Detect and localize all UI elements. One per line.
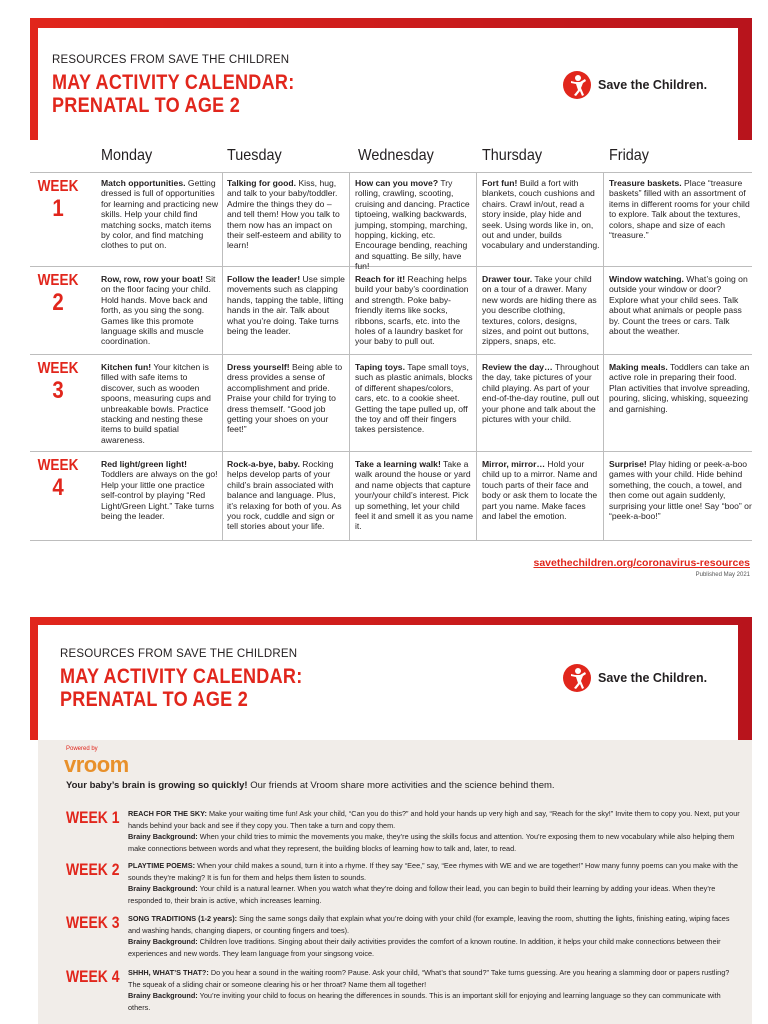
day-tuesday: Tuesday bbox=[227, 147, 282, 164]
vroom-week-1-text: REACH FOR THE SKY: Make your waiting time fun! Ask your child, “Can you do this?” and hold your hands up very high and say, “Reach for the sky!” Invite them to copy you. Next, put your hands behind your back and see if they copy you. Then take a turn and copy them. Brainy Background: When your child tries to mimic the movements you make, they’re using the skills focus and attention. You’re exposing them to new vocabulary while also helping them make connections between words and what they represent, the building blocks of learning how to talk and, later, to read. bbox=[128, 809, 740, 853]
activity-cell: Mirror, mirror… Hold your child up to a mirror. Name and touch parts of their face and body or ask them to locate the part you name. Make faces and label the emotion. bbox=[482, 459, 598, 522]
activity-cell: Kitchen fun! Your kitchen is filled with safe items to discover, such as wooden spoons, measuring cups and unbreakable bowls. Practice stacking and nesting these items to build spatial awareness. bbox=[101, 362, 211, 445]
activity-cell: Take a learning walk! Take a walk around the house or yard and name objects that capture your/your child’s interest. Pick up something, let your child feel it and smell it as you name it. bbox=[355, 459, 473, 532]
vroom-week-4-text: SHHH, WHAT’S THAT?: Do you hear a sound in the waiting room? Pause. Ask your child, “What’s that sound?” Take turns guessing. Are you hearing a slamming door or papers rustling? The squeak of a sliding chair or someone clearing his or her throat? Name them all together! Brainy Background: You’re inviting your child to focus on hearing the differences in sounds. This is an important skill for enjoying and learning language so they can communicate with others. bbox=[128, 968, 730, 1012]
child-figure-icon bbox=[562, 70, 592, 100]
activity-cell: Follow the leader! Use simple movements such as clapping hands, tapping the table, lifting hands in the air. Talk about what you’re doing. Take turns being the leader. bbox=[227, 274, 345, 337]
save-the-children-logo bbox=[562, 663, 707, 693]
activity-cell: Match opportunities. Getting dressed is full of opportunities for learning and practicing new skills. Help your child find matching socks, match items by color, and find matching clothes to put on. bbox=[101, 178, 219, 251]
activity-cell: Row, row, row your boat! Sit on the floor facing your child. Hold hands. Move back and forth, as you sing the song. Games like this promote language skills and muscle coordination. bbox=[101, 274, 216, 347]
vroom-week-3-text: SONG TRADITIONS (1-2 years): Sing the same songs daily that explain what you’re doing with your child (for example, leaving the room, shutting the lights, finishing eating, wiping faces and washing hands, changing diapers, or counting fingers and toes). Brainy Background: Children love traditions. Singing about their daily activities provides the comfort of a known routine. In addition, it helps your child make connections between their experiences and new words. They learn language from your singsong voice. bbox=[128, 914, 730, 958]
title-line-1: MAY ACTIVITY CALENDAR: bbox=[60, 665, 303, 688]
vroom-week-2-label: WEEK 2 bbox=[66, 860, 120, 879]
save-the-children-logo bbox=[562, 70, 707, 100]
title-line-2: PRENATAL TO AGE 2 bbox=[60, 688, 249, 711]
row-divider bbox=[30, 354, 752, 355]
row-divider bbox=[30, 266, 752, 267]
resources-link[interactable]: savethechildren.org/coronavirus-resources bbox=[533, 557, 750, 569]
column-divider bbox=[603, 172, 604, 540]
activity-cell: Drawer tour. Take your child on a tour of a drawer. Many new words are hiding there as you describe clothing, textures, colors, designs, sizes, and point out buttons, zippers, snaps, etc. bbox=[482, 274, 597, 347]
activity-cell: Making meals. Toddlers can take an active role in preparing their food. Plan activities that involve spreading, pouring, slicing, whisking, squeezing and garnishing. bbox=[609, 362, 750, 414]
week-2-label: WEEK 2 bbox=[37, 272, 79, 316]
activity-cell: Treasure baskets. Place “treasure baskets” filled with an assortment of items in different rooms for your child to explore. Talk about the textures, colors, shape and size of each “treasure.” bbox=[609, 178, 750, 241]
activity-cell: Fort fun! Build a fort with blankets, couch cushions and chairs. Crawl in/out, read a story inside, play hide and seek. Using words like in, on, out and under, builds vocabulary and understanding. bbox=[482, 178, 600, 251]
column-divider bbox=[222, 172, 223, 540]
powered-by-label: Powered by bbox=[66, 746, 98, 752]
vroom-week-4-label: WEEK 4 bbox=[66, 967, 120, 986]
kicker: RESOURCES FROM SAVE THE CHILDREN bbox=[52, 54, 290, 66]
day-monday: Monday bbox=[101, 147, 153, 164]
column-divider bbox=[476, 172, 477, 540]
row-divider bbox=[30, 540, 752, 541]
activity-cell: Reach for it! Reaching helps build your baby’s coordination and strength. Poke baby-friendly items like socks, ribbons, scarfs, etc. into the holes of a laundry basket for your baby to pull out. bbox=[355, 274, 469, 347]
title-line-1: MAY ACTIVITY CALENDAR: bbox=[52, 71, 295, 94]
vroom-week-1-label: WEEK 1 bbox=[66, 808, 120, 827]
activity-cell: Review the day… Throughout the day, take pictures of your child playing. As part of your end-of-the-day routine, pull out your phone and talk about the pictures with your child. bbox=[482, 362, 600, 425]
vroom-week-3-label: WEEK 3 bbox=[66, 913, 120, 932]
week-3-label: WEEK 3 bbox=[37, 360, 79, 404]
activity-cell: Window watching. What’s going on outside your window or door? Explore what your child sees. Talk about what animals or people pass by. Count the trees or cars. Talk about the weather. bbox=[609, 274, 748, 337]
day-wednesday: Wednesday bbox=[358, 147, 434, 164]
row-divider bbox=[30, 451, 752, 452]
week-4-label: WEEK 4 bbox=[37, 457, 79, 501]
day-headers bbox=[0, 147, 768, 171]
logo-text: Save the Children. bbox=[598, 78, 708, 92]
vroom-week-2-text: PLAYTIME POEMS: When your child makes a sound, turn it into a rhyme. If they say “Eee,” say, “Eee rhymes with WE and we are together!” How many funny poems can you make with the sounds they’re making? It is fun for them and helps them listen to sounds. Brainy Background: Your child is a natural learner. When you watch what they’re doing and follow their lead, you can begin to build their learning by adding your ideas. When they’re responded to, their brain is active, which increases learning. bbox=[128, 861, 738, 905]
column-divider bbox=[349, 172, 350, 540]
activity-cell: Talking for good. Kiss, hug, and talk to your baby/toddler. Admire the things they do – and tell them! How you talk to them now has an impact on their self-esteem and ability to learn! bbox=[227, 178, 342, 251]
activity-cell: How can you move? Try rolling, crawling, scooting, cruising and dancing. Practice tiptoeing, walking backwards, jumping, stomping, marching, hopping, kicking, etc. Encourage bending, reaching and squatting. Be silly, have fun! bbox=[355, 178, 470, 272]
row-divider bbox=[30, 172, 752, 173]
child-figure-icon bbox=[562, 663, 592, 693]
activity-cell: Dress yourself! Being able to dress provides a sense of accomplishment and pride. Praise your child for trying to dress themself. “Good job getting your shoes on your feet!” bbox=[227, 362, 343, 435]
day-friday: Friday bbox=[609, 147, 650, 164]
logo-text: Save the Children. bbox=[598, 671, 708, 685]
vroom-logo: vroom bbox=[64, 752, 129, 777]
vroom-intro: Your baby’s brain is growing so quickly! Our friends at Vroom share more activities and the science behind them. bbox=[66, 780, 555, 791]
activity-cell: Rock-a-bye, baby. Rocking helps develop parts of your child’s brain associated with balance and language. Plus, it’s relaxing for both of you. As you rock, cuddle and sign or tell stories about your life. bbox=[227, 459, 342, 532]
activity-cell: Red light/green light! Toddlers are always on the go! Help your little one practice self-control by playing “Red Light/Green Light.” Take turns being the leader. bbox=[101, 459, 218, 522]
activity-cell: Surprise! Play hiding or peek-a-boo games with your child. Hide behind something, the couch, a towel, and then come out again suddenly, surprising your little one! Say “boo” or “peek-a-boo!” bbox=[609, 459, 752, 522]
day-thursday: Thursday bbox=[482, 147, 543, 164]
kicker: RESOURCES FROM SAVE THE CHILDREN bbox=[60, 648, 298, 660]
week-1-label: WEEK 1 bbox=[37, 178, 79, 222]
activity-cell: Taping toys. Tape small toys, such as plastic animals, blocks of different shapes/colors, cars, etc. to a cookie sheet. Getting the tape pulled up, off the toy and off their fingers takes persistence. bbox=[355, 362, 473, 435]
published-date: Published May 2021 bbox=[695, 572, 750, 578]
title-line-2: PRENATAL TO AGE 2 bbox=[52, 94, 241, 117]
